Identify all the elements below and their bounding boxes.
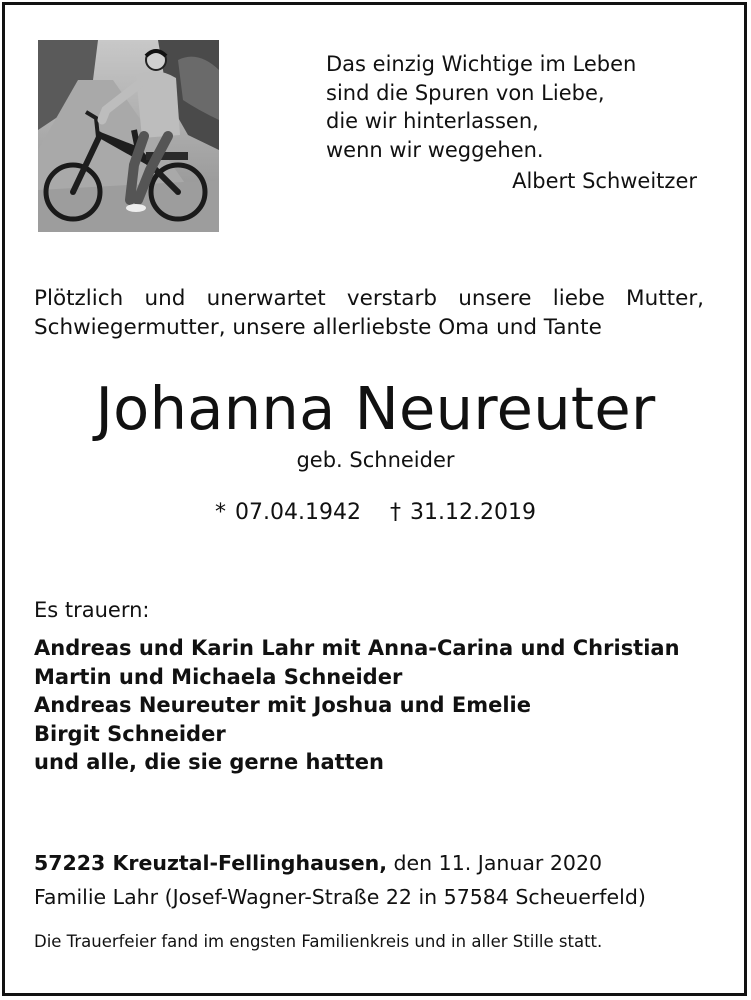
quote-block <box>326 50 636 164</box>
mourner-line: Andreas Neureuter mit Joshua und Emelie <box>34 693 531 717</box>
quote-line: die wir hinterlassen, <box>326 109 539 133</box>
quote-line: Das einzig Wichtige im Leben <box>326 52 637 76</box>
life-dates <box>0 500 751 525</box>
family-address: Familie Lahr (Josef-Wagner-Straße 22 in 57584 Scheuerfeld) <box>34 885 646 909</box>
mourner-line: Andreas und Karin Lahr mit Anna-Carina und Christian <box>34 636 680 660</box>
maiden-name: geb. Schneider <box>296 448 455 472</box>
place: 57223 Kreuztal-Fellinghausen, <box>34 851 387 875</box>
mourner-line: Martin und Michaela Schneider <box>34 664 403 689</box>
mourners-list <box>34 634 680 777</box>
quote-author: Albert Schweitzer <box>512 169 697 193</box>
intro-line: Plötzlich und unerwartet verstarb unsere liebe Mutter, <box>34 286 704 311</box>
mourner-line: Birgit Schneider <box>34 721 226 746</box>
photo-woman-on-ebike <box>38 40 219 232</box>
notice-date: den 11. Januar 2020 <box>393 851 603 875</box>
intro-text <box>34 284 704 342</box>
mourner-line: und alle, die sie gerne hatten <box>34 750 384 774</box>
portrait-photo <box>38 40 219 232</box>
quote-line: sind die Spuren von Liebe, <box>326 80 605 105</box>
quote-line: wenn wir weggehen. <box>326 137 544 162</box>
place-date-line <box>34 851 602 875</box>
birth-date: * 07.04.1942 <box>215 500 361 525</box>
mourners-label: Es trauern: <box>34 598 150 622</box>
death-date: † 31.12.2019 <box>390 500 536 525</box>
intro-line: Schwiegermutter, unsere allerliebste Oma und Tante <box>34 315 602 340</box>
funeral-note: Die Trauerfeier fand im engsten Familienkreis und in aller Stille statt. <box>34 932 603 951</box>
deceased-name: Johanna Neureuter <box>95 374 656 443</box>
